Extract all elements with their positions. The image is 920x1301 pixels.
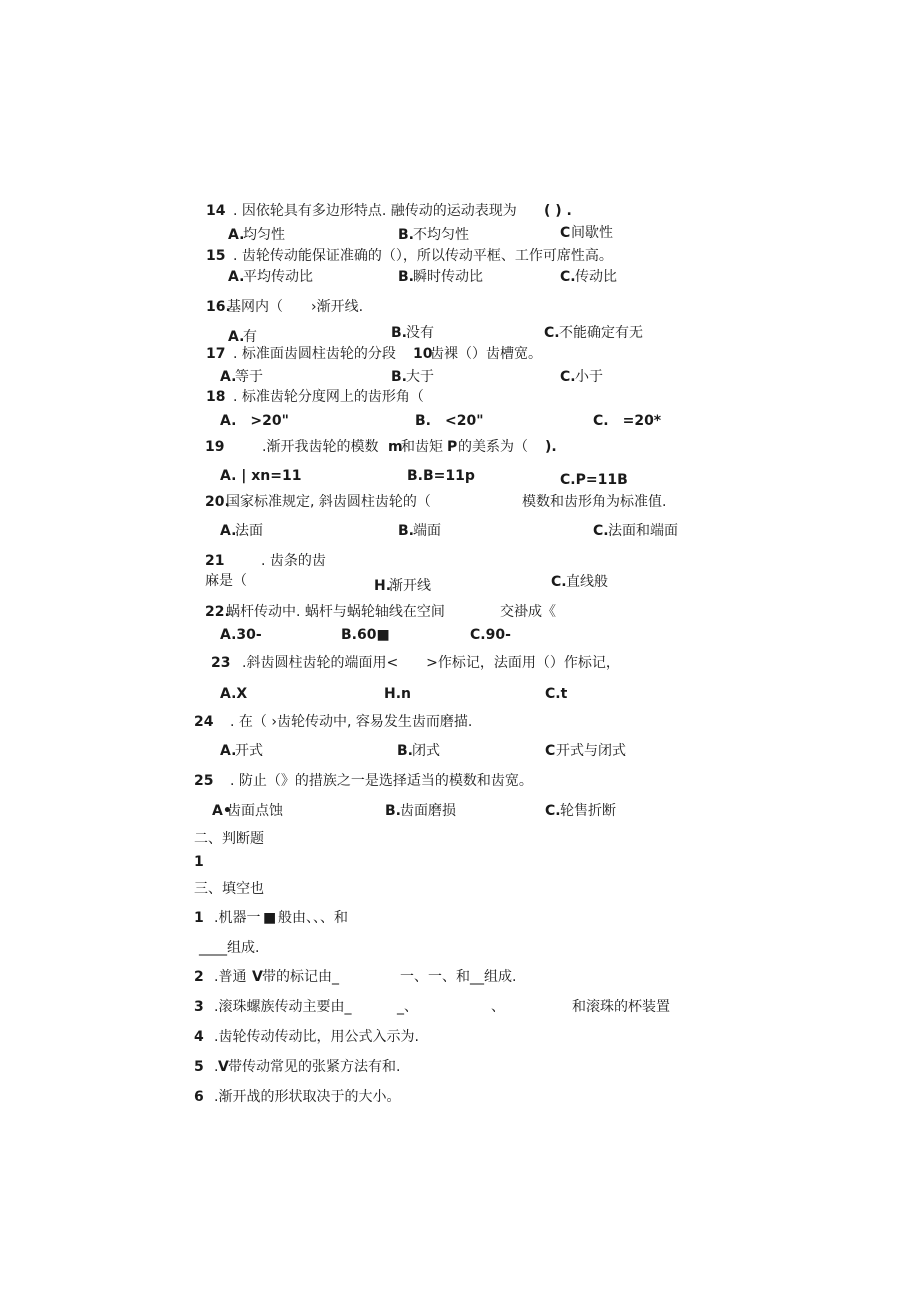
text-line: 开式与闭式 <box>556 743 626 759</box>
text-line: . 齿轮传动能保证准确的（），所以传动平框、工作可席性高。 <box>233 248 613 264</box>
text-line: C. <box>551 574 567 590</box>
text-line: 传动比 <box>575 269 617 285</box>
text-line: 带的标记由_ <box>262 969 339 985</box>
text-line: . <box>214 1059 219 1075</box>
text-line: . 在（ ›齿轮传动中, 容易发生齿而磨描. <box>230 714 473 730</box>
text-line: 交褂成《 <box>500 604 556 620</box>
text-line: 和滚珠的杯装置 <box>572 999 670 1015</box>
text-line: ■ <box>263 910 277 926</box>
text-line: 24 <box>194 714 214 730</box>
text-line: C. <box>593 523 609 539</box>
text-line: A. | xn=11 <box>220 468 302 484</box>
text-line: H.n <box>384 686 412 702</box>
text-line: 国家标准规定, 斜齿圆柱齿轮的（ <box>226 494 431 510</box>
text-line: 开式 <box>235 743 263 759</box>
text-line: . 齿条的齿 <box>261 553 326 569</box>
text-line: C. =20* <box>593 413 662 429</box>
text-line: 三、填空也 <box>194 881 264 897</box>
text-line: 10 <box>413 346 433 362</box>
text-line: 麻是（ <box>205 573 247 589</box>
text-line: B. <box>398 227 414 243</box>
text-line: 3 <box>194 999 204 1015</box>
text-line: 16. <box>206 299 231 315</box>
text-line: 轮售折断 <box>560 803 616 819</box>
text-line: C. <box>560 369 576 385</box>
text-line: B. <20" <box>415 413 484 429</box>
text-line: C.90- <box>470 627 511 643</box>
text-line: A. <box>220 743 237 759</box>
text-line: B. <box>385 803 401 819</box>
text-line: B. <box>398 269 414 285</box>
text-line: A. <box>228 329 245 345</box>
text-line: 法面和端面 <box>608 523 678 539</box>
text-line: 25 <box>194 773 214 789</box>
text-line: 基网内（ ›渐开线. <box>227 299 364 315</box>
text-line: 的美系为（ <box>458 439 528 455</box>
text-line: C. <box>545 803 561 819</box>
text-line: 等于 <box>235 369 263 385</box>
text-line: A.30- <box>220 627 262 643</box>
text-line: 端面 <box>413 523 441 539</box>
text-line: 间歇性 <box>571 225 613 241</box>
text-line: 平均传动比 <box>243 269 313 285</box>
text-line: C. <box>544 325 560 341</box>
text-line: 一、一、和__组成. <box>400 969 517 985</box>
text-line: 没有 <box>406 325 434 341</box>
text-line: B. <box>391 325 407 341</box>
text-line: .渐开战的形状取决于的大小。 <box>214 1089 401 1105</box>
text-line: V <box>252 969 263 985</box>
text-line: 般由、、、和 <box>278 910 348 926</box>
text-line: ). <box>545 439 557 455</box>
text-line: 1 <box>194 910 204 926</box>
text-line: P <box>447 439 458 455</box>
text-line: A.X <box>220 686 248 702</box>
text-line: B. <box>397 743 413 759</box>
text-line: 17 <box>206 346 226 362</box>
text-line: 蜗杆传动中. 蜗杆与蜗轮轴线在空间 <box>226 604 445 620</box>
text-line: A. >20" <box>220 413 289 429</box>
text-line: 有 <box>243 329 257 345</box>
text-line: A. <box>228 227 245 243</box>
text-line: 均匀性 <box>243 227 285 243</box>
text-line: 大于 <box>406 369 434 385</box>
text-line: 15 <box>206 248 226 264</box>
text-line: A. <box>220 523 237 539</box>
text-line: 齿面磨损 <box>400 803 456 819</box>
text-line: 二、判断题 <box>194 831 264 847</box>
text-line: H. <box>374 578 392 594</box>
text-line: 瞬时传动比 <box>413 269 483 285</box>
text-line: 不能确定有无 <box>559 325 643 341</box>
text-line: .渐开我齿轮的模数 <box>262 439 379 455</box>
text-line: B. <box>398 523 414 539</box>
text-line: .斜齿圆柱齿轮的端面用< >作标记，法面用（）作标记， <box>242 655 620 671</box>
text-line: .机器一 <box>214 910 261 926</box>
text-line: 小于 <box>575 369 603 385</box>
text-line: . 防止（》的措族之一是选择适当的模数和齿宽。 <box>230 773 533 789</box>
text-line: ( ) . <box>544 203 572 219</box>
text-line: 带传动常见的张紧方法有和. <box>228 1059 401 1075</box>
text-line: 闭式 <box>412 743 440 759</box>
text-line: .齿轮传动传动比，用公式入示为. <box>214 1029 419 1045</box>
text-line: V <box>218 1059 229 1075</box>
text-line: 不均匀性 <box>413 227 469 243</box>
text-line: 20. <box>205 494 230 510</box>
text-line: . 因依轮具有多边形特点. 融传动的运动表现为 <box>233 203 517 219</box>
text-line: 2 <box>194 969 204 985</box>
text-line: ____组成. <box>199 940 260 956</box>
text-line: 19 <box>205 439 225 455</box>
text-line: 法面 <box>235 523 263 539</box>
text-line: 22. <box>205 604 230 620</box>
text-line: 6 <box>194 1089 204 1105</box>
text-line: 14 <box>206 203 226 219</box>
text-line: .普通 <box>214 969 247 985</box>
text-line: 直线般 <box>566 574 608 590</box>
text-line: 齿裸（）齿槽宽。 <box>430 346 542 362</box>
text-line: . 标准齿轮分度网上的齿形角（ <box>233 389 424 405</box>
text-line: 和齿矩 <box>401 439 443 455</box>
text-line: 渐开线 <box>389 578 431 594</box>
text-line: C <box>560 225 571 241</box>
text-line: B.60■ <box>341 627 390 643</box>
text-line: B.B=11p <box>407 468 475 484</box>
text-line: A. <box>228 269 245 285</box>
text-line: . 标准面齿圆柱齿轮的分段 <box>233 346 396 362</box>
text-line: 21 <box>205 553 225 569</box>
text-line: C. <box>560 269 576 285</box>
text-line: B. <box>391 369 407 385</box>
text-line: 23 <box>211 655 231 671</box>
text-line: 模数和齿形角为标准值. <box>522 494 667 510</box>
text-line: _、 <box>397 999 418 1015</box>
text-line: 齿面点蚀 <box>227 803 283 819</box>
text-line: 4 <box>194 1029 204 1045</box>
text-line: C.t <box>545 686 568 702</box>
text-line: 5 <box>194 1059 204 1075</box>
text-line: m <box>388 439 403 455</box>
text-line: 18 <box>206 389 226 405</box>
text-line: .滚珠螺族传动主要由_ <box>214 999 352 1015</box>
text-line: A• <box>212 803 232 819</box>
text-line: C.P=11B <box>560 472 628 488</box>
text-line: 1 <box>194 854 204 870</box>
text-line: 、 <box>491 999 505 1015</box>
text-line: C <box>545 743 556 759</box>
text-line: A. <box>220 369 237 385</box>
